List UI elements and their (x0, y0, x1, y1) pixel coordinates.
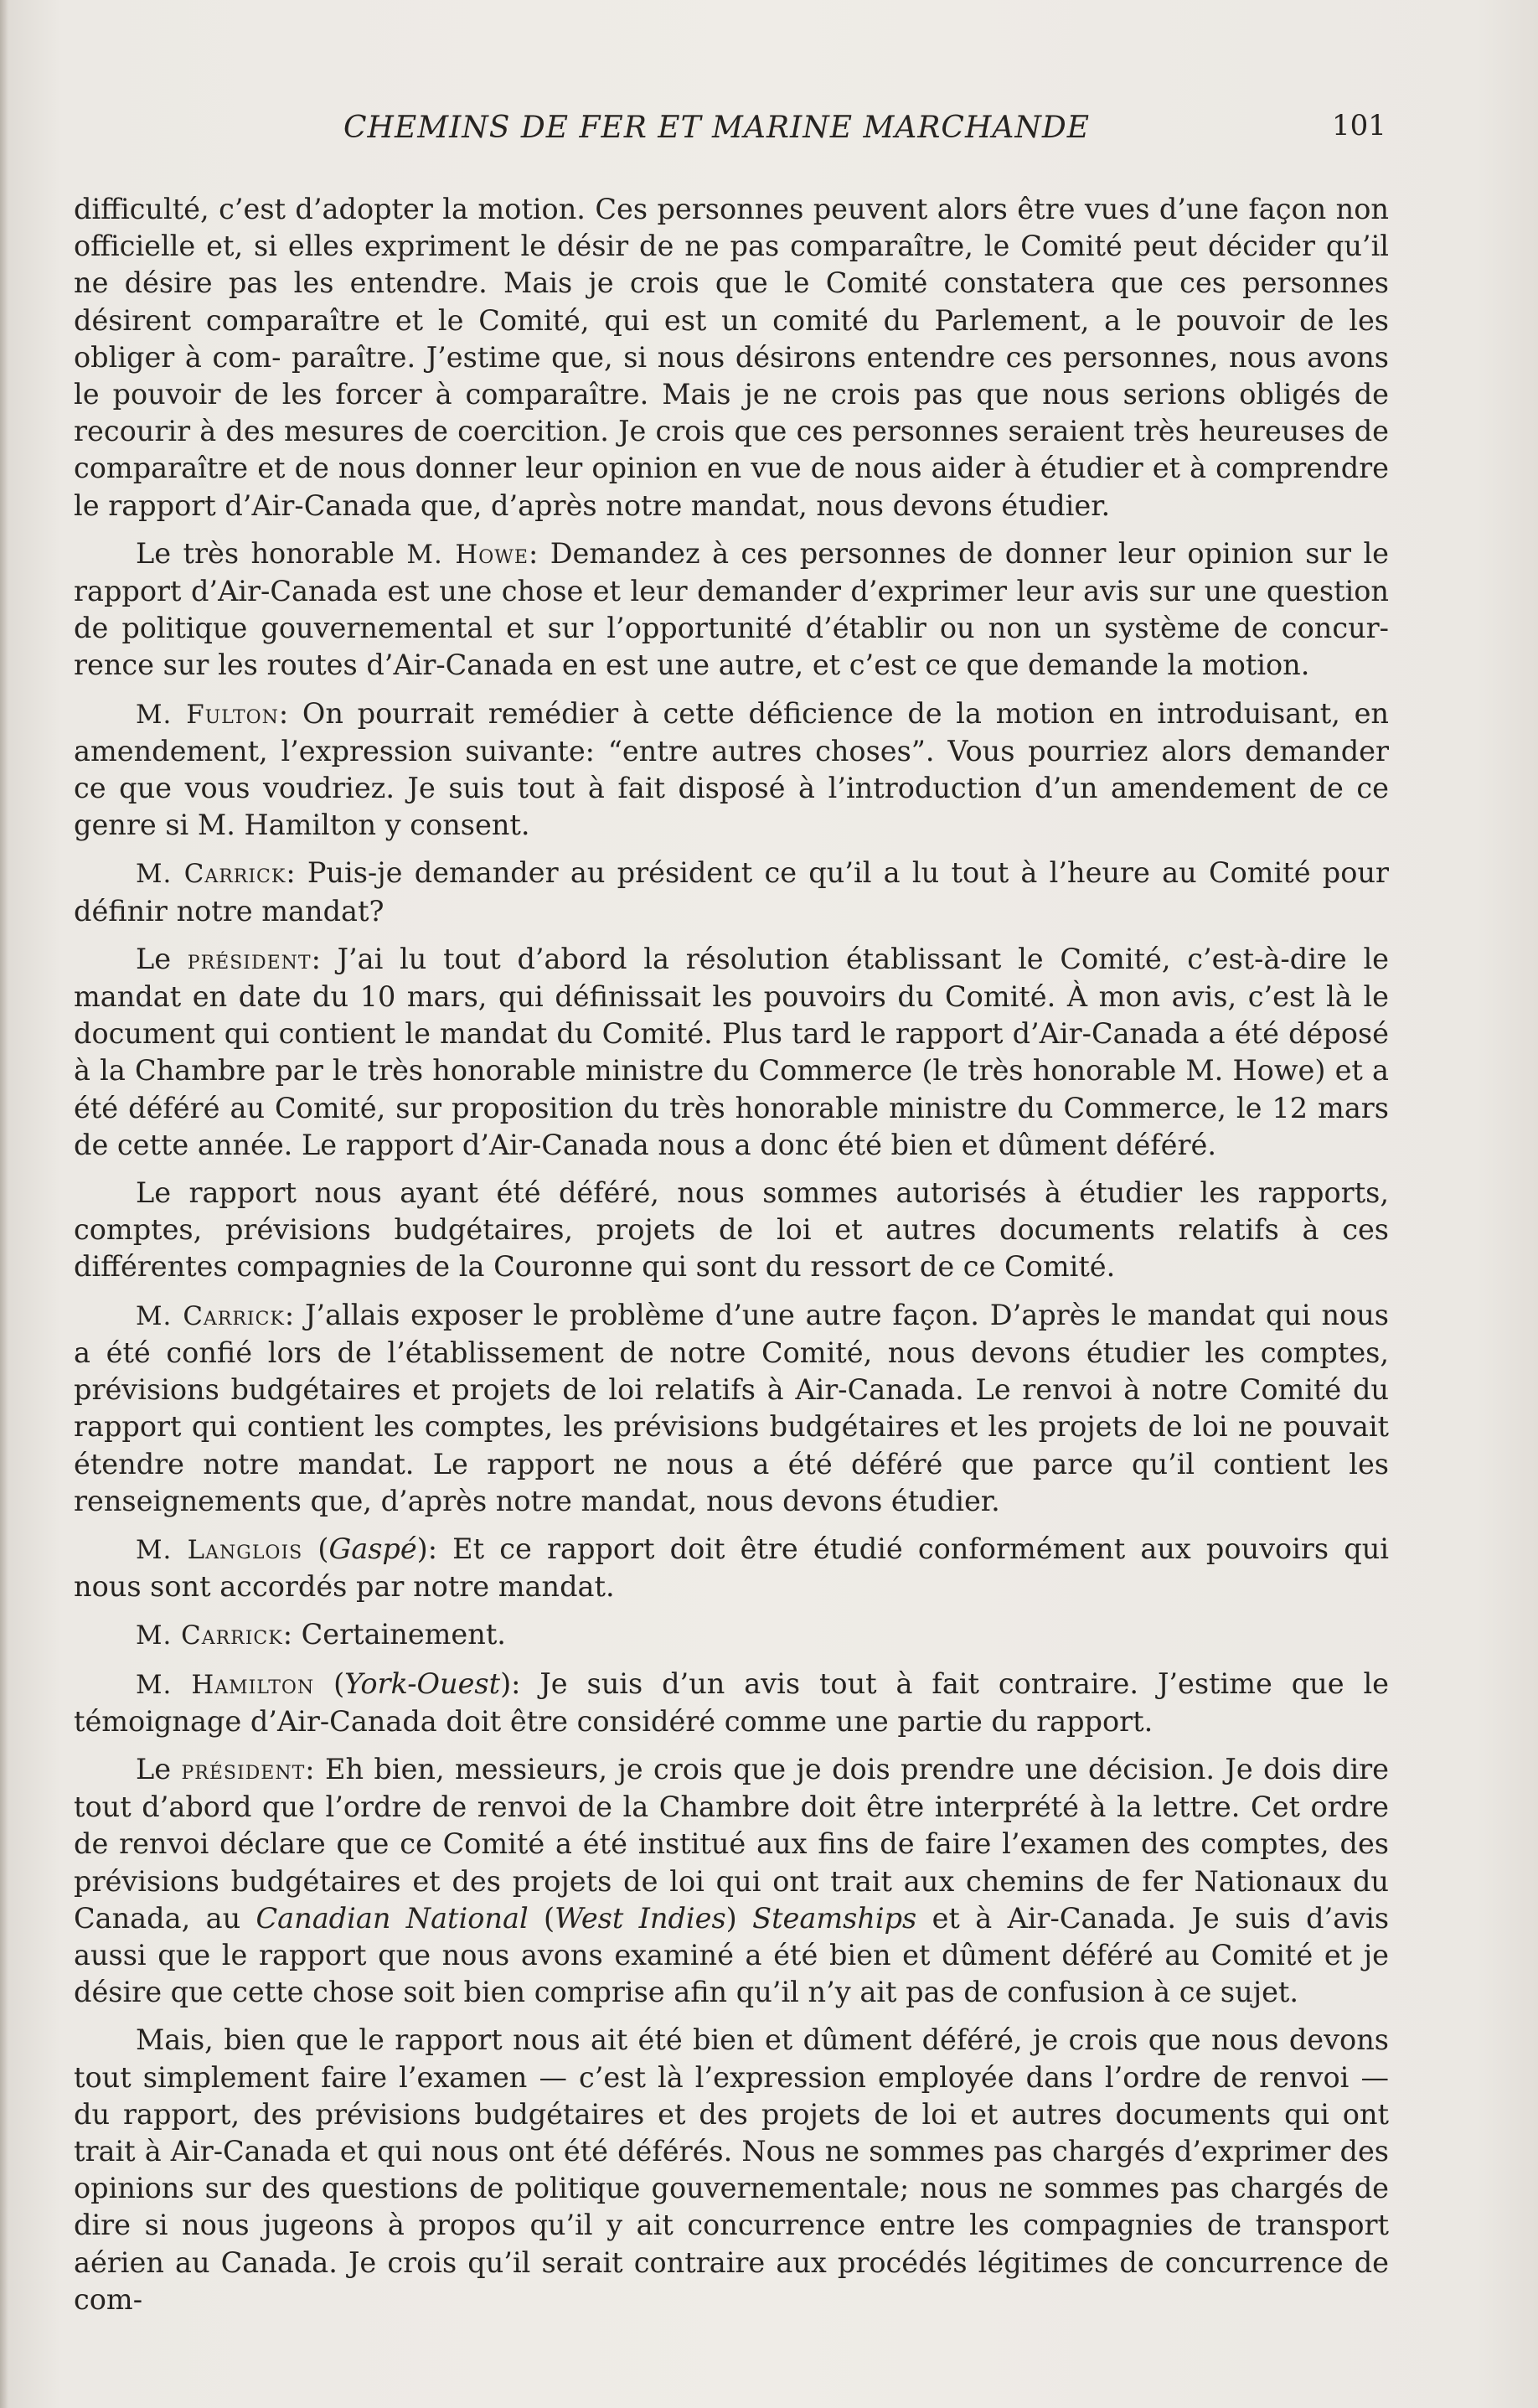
paragraph-text: : Demandez à ces personnes de donner leur opinion sur le rapport d’Air-Canada est une chose et leur demander d’exprimer leur avis sur une question de politique gouvernemental et sur l’opportunité d’établir ou non un système de concur- rence sur les routes d’Air-Canada en est une autre, et c’est ce que demande la motion. (74, 536, 1390, 682)
body-text (74, 191, 1389, 2329)
paragraph-text: Mais, bien que le rapport nous ait été bien et dûment déféré, je crois que nous devons tout simplement faire l’examen — c’est là l’expression employée dans l’ordre de renvoi — du rapport, des prévisions budgétaires et des projets de loi et autres documents qui ont trait à Air-Canada et qui nous ont été déférés. Nous ne sommes pas chargés d’exprimer des opinions sur des questions de politique gouvernementale; nous ne sommes pas chargés de dire si nous jugeons à propos qu’il y ait concurrence entre les compagnies de transport aérien au Canada. Je crois qu’il serait contraire aux procédés légitimes de concurrence de com- (74, 2023, 1389, 2316)
paragraph-text: : Certainement. (282, 1618, 506, 1651)
speaker-name: M. Hamilton (136, 1669, 315, 1700)
paragraph-8: M. Langlois (Gaspé): Et ce rapport doit être étudié conformément aux pouvoirs qui nous sont accordés par notre mandat. (74, 1532, 1390, 1604)
paragraph-text: : J’ai lu tout d’abord la résolution établissant le Comité, c’est-à-dire le mandat en date du 10 mars, qui définissait les pouvoirs du Comité. À mon avis, c’est là le document qui contient le mandat du Comité. Plus tard le rapport d’Air-Canada a été déposé à la Chambre par le très honorable ministre du Commerce (le très honorable M. Howe) et a été déféré au Comité, sur proposition du très honorable ministre du Commerce, le 12 mars de cette année. Le rapport d’Air-Canada nous a donc été bien et dûment déféré. (74, 942, 1389, 1161)
paragraph-text: difficulté, c’est d’adopter la motion. Ces personnes peuvent alors être vues d’une façon non officielle et, si elles expriment le désir de ne pas comparaître, le Comité peut décider qu’il ne désire pas les entendre. Mais je crois que le Comité constatera que ces personnes désirent comparaître et le Comité, qui est un comité du Parlement, a le pouvoir de les obliger à com- paraître. J’estime que, si nous désirons entendre ces personnes, nous avons le pouvoir de les forcer à comparaître. Mais je ne crois pas que nous serions obligés de recourir à des mesures de coercition. Je crois que ces personnes seraient très heureuses de comparaître et de nous donner leur opinion en vue de nous aider à étudier et à comprendre le rapport d’Air-Canada que, d’après notre mandat, nous devons étudier. (74, 193, 1389, 522)
paragraph-text: : Je suis d’un avis tout à fait contraire. J’estime que le témoignage d’Air-Canada doit être considéré comme une partie du rapport. (74, 1666, 1390, 1738)
speaker-prefix: Le (136, 1752, 172, 1785)
speaker-name: président (181, 1754, 306, 1785)
paragraph-6 (74, 1175, 1389, 1286)
paragraph-4 (74, 855, 1389, 929)
page-spine-shadow (0, 0, 8, 2408)
paragraph-text: : On pourrait remédier à cette déficience de la motion en introduisant, en amendement, l’expression suivante: “entre autres choses”. Vous pourriez alors demander ce que vous voudriez. Je suis tout à fait disposé à l’introduction d’un amendement de ce genre si M. Hamilton y consent. (74, 696, 1389, 842)
speaker-name: M. Fulton (136, 699, 279, 730)
paragraph-text: : Puis-je demander au président ce qu’il a lu tout à l’heure au Comité pour définir notre mandat? (74, 856, 1389, 928)
italic-name: West Indies (555, 1901, 726, 1935)
italic-name: Canadian National (255, 1901, 529, 1935)
paragraph-9 (74, 1616, 1389, 1654)
speaker-prefix: Le très honorable (136, 536, 395, 570)
paragraph-text: et à Air-Canada. Je suis d’avis aussi que le rapport que nous avons examiné a été bien et dûment déféré au Comité et je désire que cette chose soit bien comprise afin qu’il n’y ait pas de confusion à ce sujet. (74, 1901, 1390, 2009)
running-title: CHEMINS DE FER ET MARINE MARCHANDE (343, 111, 1090, 145)
italic-name: Steamships (752, 1901, 917, 1935)
speaker-name: M. Langlois (136, 1534, 303, 1565)
paragraph-text: Le rapport nous ayant été déféré, nous sommes autorisés à étudier les rapports, comptes, prévisions budgétaires, projets de loi et autres documents relatifs à ces différentes compagnies de la Couronne qui sont du ressort de ce Comité. (74, 1176, 1389, 1284)
paragraph-5 (74, 941, 1389, 1164)
paragraph-2 (74, 535, 1389, 685)
paragraph-1 (74, 191, 1389, 524)
page-number: 101 (1332, 109, 1386, 142)
paragraph-7 (74, 1297, 1389, 1520)
paragraph-text: ) (725, 1901, 753, 1935)
paragraph-11 (74, 1751, 1389, 2011)
paragraph-3 (74, 695, 1389, 845)
speaker-riding: Gaspé (328, 1532, 417, 1565)
speaker-name: M. Carrick (136, 859, 286, 890)
paragraph-text: : J’allais exposer le problème d’une autre façon. D’après le mandat qui nous a été confié lors de l’établissement de notre Comité, nous devons étudier les comptes, prévisions budgétaires et projets de loi relatifs à Air-Canada. Le renvoi à notre Comité du rapport qui contient les comptes, les prévisions budgétaires et les projets de loi ne pouvait étendre notre mandat. Le rapport ne nous a été déféré que parce qu’il contient les renseignements que, d’après notre mandat, nous devons étudier. (74, 1298, 1389, 1517)
paragraph-text: : Eh bien, messieurs, je crois que je dois prendre une décision. Je dois dire tout d’abord que l’ordre de renvoi de la Chambre doit être interprété à la lettre. Cet ordre de renvoi déclare que ce Comité a été institué aux fins de faire l’examen des comptes, des prévisions budgétaires et des projets de loi qui ont trait aux chemins de fer Nationaux du Canada, au (74, 1752, 1389, 1935)
speaker-riding: York-Ouest (344, 1666, 501, 1700)
paragraph-12 (74, 2022, 1389, 2318)
speaker-prefix: Le (136, 942, 172, 975)
paragraph-text: : Et ce rapport doit être étudié conformément aux pouvoirs qui nous sont accordés par notre mandat. (74, 1532, 1390, 1604)
speaker-name: M. Carrick (136, 1620, 283, 1651)
speaker-name: M. Howe (406, 539, 529, 570)
paragraph-10: M. Hamilton (York-Ouest): Je suis d’un avis tout à fait contraire. J’estime que le témoignage d’Air-Canada doit être considéré comme une partie du rapport. (74, 1666, 1390, 1738)
paragraph-text: ( (528, 1901, 555, 1935)
speaker-name: M. Carrick (136, 1300, 285, 1331)
speaker-name: président (187, 944, 312, 975)
